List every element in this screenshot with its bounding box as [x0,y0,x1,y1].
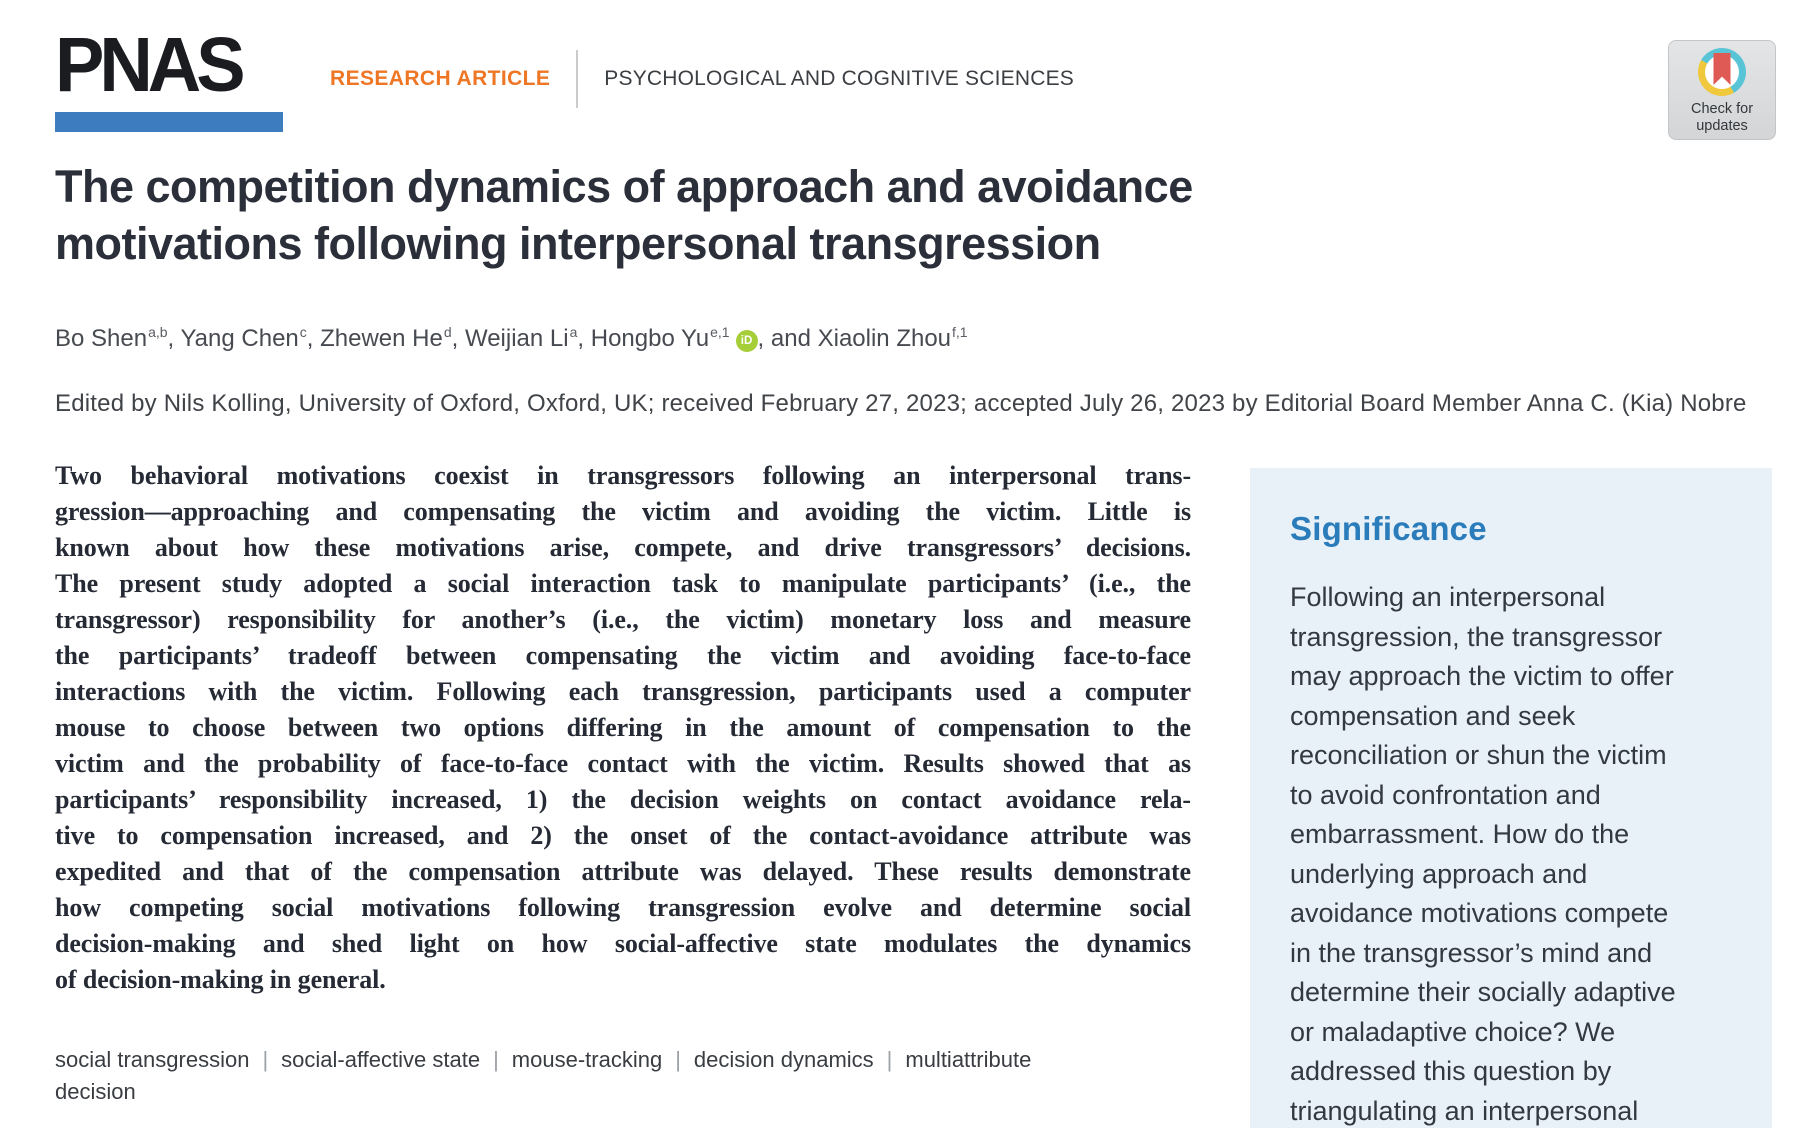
abstract-line: of decision-making in general. [55,965,386,994]
check-badge-line1: Check for [1690,101,1754,117]
pnas-logo-text: PNAS [55,21,241,108]
significance-line: to avoid confrontation and [1290,779,1601,810]
keyword: decision dynamics [693,1047,874,1072]
significance-line: may approach the victim to offer [1290,661,1674,691]
abstract-line: mouse to choose between two options differing in the amount of compensation to the [55,713,1191,742]
abstract-line: known about how these motivations arise, compete, and drive transgressors’ decisions. [55,533,1191,562]
significance-line: underlying approach and [1290,858,1588,889]
pnas-logo-bar [55,112,283,132]
abstract-line: participants’ responsibility increased, 1) the decision weights on contact avoidance rela- [55,785,1191,814]
author-name: and Xiaolin Zhou$^{f,1}$ [770,324,968,352]
significance-text [1290,578,1732,1128]
abstract-line: victim and the probability of face-to-face contact with the victim. Results showed that as [55,749,1191,778]
pnas-logo[interactable] [55,21,283,132]
keyword: social-affective state [281,1047,481,1072]
page-title [55,158,1193,272]
abstract-line: Two behavioral motivations coexist in transgressors following an interpersonal trans- [55,461,1191,490]
keywords-line [55,1044,1035,1108]
abstract [55,458,1191,998]
keyword-separator: | [675,1047,681,1072]
abstract-line: how competing social motivations following transgression evolve and determine social [55,893,1191,922]
significance-box [1250,468,1772,1128]
significance-line: addressed this question by [1290,1056,1612,1086]
significance-line: reconciliation or shun the victim [1290,740,1667,770]
significance-heading: Significance [1290,510,1487,547]
abstract-line: expedited and that of the compensation attribute was delayed. These results demonstrate [55,857,1191,886]
author-name: Hongbo Yu$^{e,1}$ [590,324,730,352]
article-type-label[interactable]: RESEARCH ARTICLE [330,67,551,90]
keyword-separator: | [493,1047,499,1072]
subject-area-label[interactable]: PSYCHOLOGICAL AND COGNITIVE SCIENCES [604,67,1074,90]
keyword: mouse-tracking [511,1047,663,1072]
author-affiliation-sup: d [443,324,452,340]
abstract-line: gression—approaching and compensating the victim and avoiding the victim. Little is [55,497,1191,526]
author-name: Weijian Li$^a$ [464,324,578,352]
author-list: Bo Shen$^{a,b}$, Yang Chen$^c$, Zhewen He$^d$, Weijian Li$^a$, Hongbo Yu$^{e,1}$iD , and Xiaolin Zhou$^{f,1}$ [55,324,968,352]
author-name: Bo Shen$^{a,b}$ [55,324,168,352]
edited-by-line: Edited by Nils Kolling, University of Oxford, Oxford, UK; received February 27, 2023; accepted July 26, 2023 by Editorial Board Member Anna C. (Kia) Nobre [55,390,1747,417]
keyword-separator: | [262,1047,269,1072]
significance-line: in the transgressor’s mind and [1290,937,1653,968]
orcid-icon[interactable]: iD [736,330,758,352]
significance-line: triangulating an interpersonal [1290,1095,1639,1126]
keyword-separator: | [886,1047,893,1072]
significance-line: determine their socially adaptive [1290,977,1676,1007]
author-affiliation-sup: a [569,324,578,340]
author-affiliation-sup: e,1 [710,324,730,340]
significance-line: compensation and seek [1290,700,1576,731]
check-for-updates-badge[interactable] [1668,40,1776,140]
significance-line: transgression, the transgressor [1290,621,1663,652]
author-affiliation-sup: c [299,324,307,340]
check-badge-line2: updates [1696,118,1748,134]
abstract-line: tive to compensation increased, and 2) the onset of the contact-avoidance attribute was [55,821,1191,850]
author-affiliation-sup: a,b [148,324,168,340]
header-divider [576,50,578,108]
crossmark-ring-icon [1698,48,1746,96]
abstract-line: interactions with the victim. Following each transgression, participants used a computer [55,677,1191,706]
abstract-line: decision-making and shed light on how social-affective state modulates the dynamics [55,929,1191,958]
author-name: Zhewen He$^d$ [320,324,452,352]
title-line-2: motivations following interpersonal transgression [55,218,1101,269]
keyword: multiattribute decision [55,1047,1032,1104]
author-name: Yang Chen$^c$ [180,324,307,352]
abstract-line: transgressor) responsibility for another’s (i.e., the victim) monetary loss and measure [55,605,1191,634]
significance-line: or maladaptive choice? We [1290,1016,1616,1047]
keyword: social transgression [55,1047,250,1072]
significance-line: embarrassment. How do the [1290,819,1630,849]
significance-line: avoidance motivations compete [1290,898,1669,928]
abstract-line: the participants’ tradeoff between compensating the victim and avoiding face-to-face [55,641,1191,670]
abstract-line: The present study adopted a social interaction task to manipulate participants’ (i.e., the [55,569,1191,598]
significance-line: Following an interpersonal [1290,582,1606,612]
header-meta [330,50,1074,108]
title-line-1: The competition dynamics of approach and avoidance [55,161,1193,212]
author-affiliation-sup: f,1 [952,324,968,340]
